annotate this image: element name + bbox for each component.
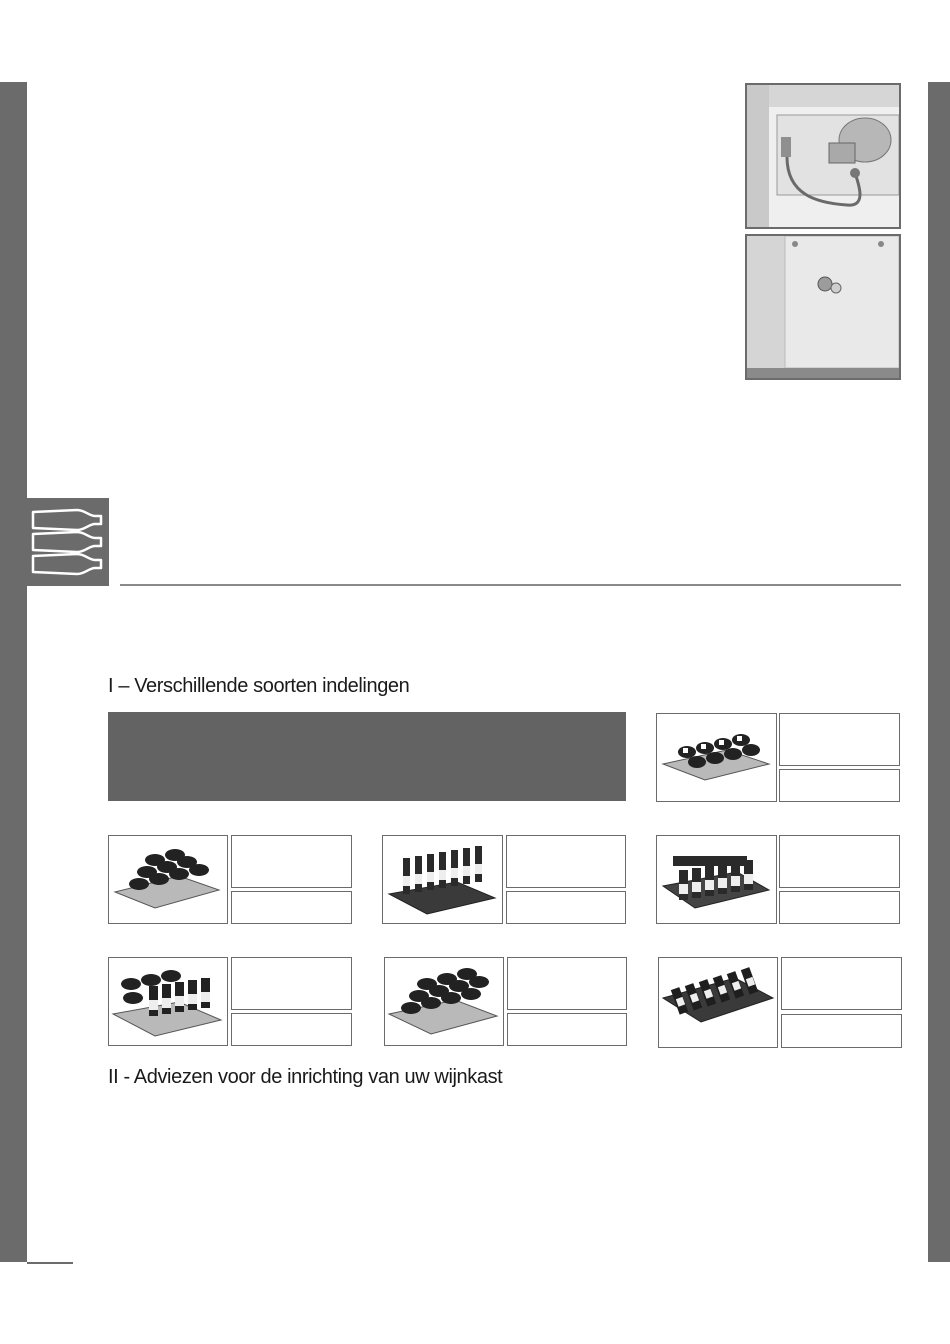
shelf-capacity-box [779,891,900,924]
shelf-image [384,957,504,1046]
shelf-name-box [231,957,352,1010]
cabinet-side-photo [745,234,901,380]
section-heading-1: I – Verschillende soorten indelingen [108,675,410,697]
shelf-name-box [231,835,352,888]
shelf-capacity-box [781,1014,902,1048]
footer-rule [27,1262,73,1264]
shelf-capacity-box [231,891,352,924]
compressor-photo [745,83,901,229]
section-tab [27,498,109,586]
description-band [108,712,626,801]
wine-bottles-icon [27,498,109,586]
shelf-capacity-box [231,1013,352,1046]
shelf-capacity-box [507,1013,627,1046]
shelf-capacity-box [779,769,900,802]
shelf-image [382,835,503,924]
shelf-image [656,713,777,802]
shelf-image [656,835,777,924]
shelf-image [108,835,228,924]
section-heading-2: II - Adviezen voor de inrichting van uw wijnkast [108,1066,503,1088]
shelf-image [658,957,778,1048]
shelf-name-box [781,957,902,1010]
shelf-image [108,957,228,1046]
shelf-name-box [506,835,626,888]
shelf-name-box [507,957,627,1010]
left-margin-bar [0,82,27,1262]
section-divider [120,584,901,586]
shelf-name-box [779,713,900,766]
right-margin-bar [928,82,950,1262]
shelf-capacity-box [506,891,626,924]
shelf-name-box [779,835,900,888]
